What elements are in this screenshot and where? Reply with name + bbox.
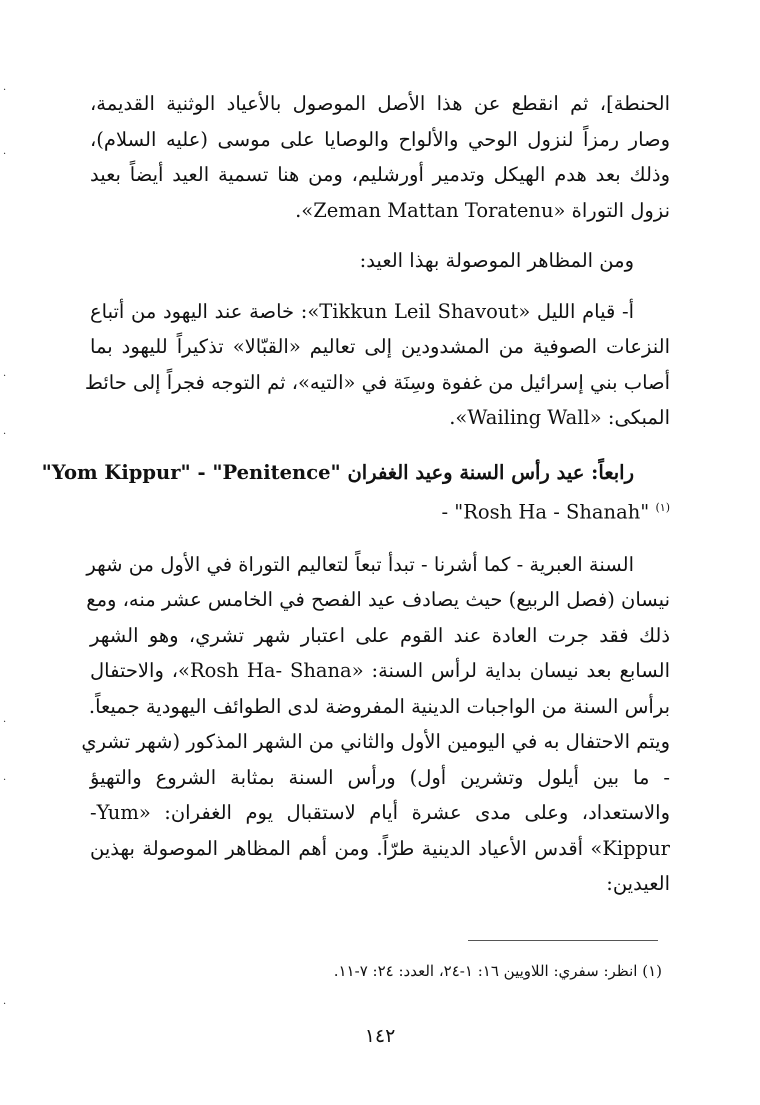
footnote: (١) انظر: سفري: اللاويين ١٦: ١-٢٤، العدد: ٢٤: ٧-١١. — [333, 962, 662, 980]
text-line: ذلك فقد جرت العادة عند القوم على اعتبار شهر تشري، وهو الشهر — [90, 623, 670, 647]
scan-speck: · — [3, 717, 7, 728]
text-line: أ- قيام الليل «Tikkun Leil Shavout»: خاصة عند اليهود من أتباع — [90, 299, 634, 323]
section-heading-text: "Rosh Ha - Shanah" - — [441, 500, 650, 524]
scan-speck: · — [3, 85, 7, 96]
scan-speck: · — [3, 999, 7, 1010]
text-line: الحنطة]، ثم انقطع عن هذا الأصل الموصول بالأعياد الوثنية القديمة، — [90, 92, 670, 115]
text-line: ومن المظاهر الموصولة بهذا العيد: — [359, 249, 634, 272]
text-line: نزول التوراة «Zeman Mattan Toratenu». — [295, 198, 670, 222]
text-line: والاستعداد، وعلى مدى عشرة أيام لاستقبال يوم الغفران: «Yum- — [90, 801, 670, 824]
scan-speck: · — [3, 149, 7, 160]
page-number: ١٤٢ — [364, 1025, 396, 1047]
text-line: ويتم الاحتفال به في اليومين الأول والثاني من الشهر المذكور (شهر تشري — [81, 730, 670, 753]
paragraph-shavuot-origin — [90, 86, 670, 228]
text-line: - ما بين أيلول وتشرين أول) ورأس السنة بمثابة الشروع والتهيؤ — [90, 765, 670, 789]
page-body — [41, 86, 670, 902]
text-line: العيدين: — [606, 872, 670, 895]
text-line: نيسان (فصل الربيع) حيث يصادف عيد الفصح في الخامس عشر منه، ومع — [86, 588, 670, 611]
scan-speck: · — [3, 775, 7, 786]
text-line: النزعات الصوفية من المشدودين إلى تعاليم «القبّالا» تذكيراً لليهود بما — [90, 335, 670, 358]
text-line: السابع بعد نيسان بداية لرأس السنة: «Rosh Ha- Shana»، والاحتفال — [90, 659, 670, 682]
section-heading-rosh-hashanah — [41, 455, 670, 526]
text-line: السنة العبرية - كما أشرنا - تبدأ تبعاً لتعاليم التوراة في الأول من شهر — [86, 552, 634, 576]
footnote-divider — [468, 940, 658, 941]
scan-speck: · — [3, 371, 7, 382]
paragraph-manifestations-intro — [90, 243, 670, 279]
text-line: أصاب بني إسرائيل من غفوة وسِنَة في «التيه»، ثم التوجه فجراً إلى حائط — [84, 370, 670, 394]
section-heading-line: رابعاً: عيد رأس السنة وعيد الغفران "Yom Kippur" - "Penitence" — [41, 460, 634, 484]
paragraph-hebrew-year — [81, 547, 670, 902]
footnote-reference: (١) — [655, 501, 670, 514]
text-line: برأس السنة من الواجبات الدينية المفروضة لدى الطوائف اليهودية جميعاً. — [88, 694, 670, 718]
section-heading-line — [90, 490, 670, 526]
paragraph-tikkun — [84, 294, 670, 436]
scan-speck: · — [3, 429, 7, 440]
text-line: Kippur» أقدس الأعياد الدينية طرّاً. ومن أهم المظاهر الموصولة بهذين — [90, 836, 670, 860]
text-line: وذلك بعد هدم الهيكل وتدمير أورشليم، ومن هنا تسمية العيد أيضاً بعيد — [90, 163, 670, 186]
text-line: وصار رمزاً لنزول الوحي والألواح والوصايا على موسى (عليه السلام)، — [90, 127, 670, 151]
text-line: المبكى: «Wailing Wall». — [449, 406, 670, 429]
